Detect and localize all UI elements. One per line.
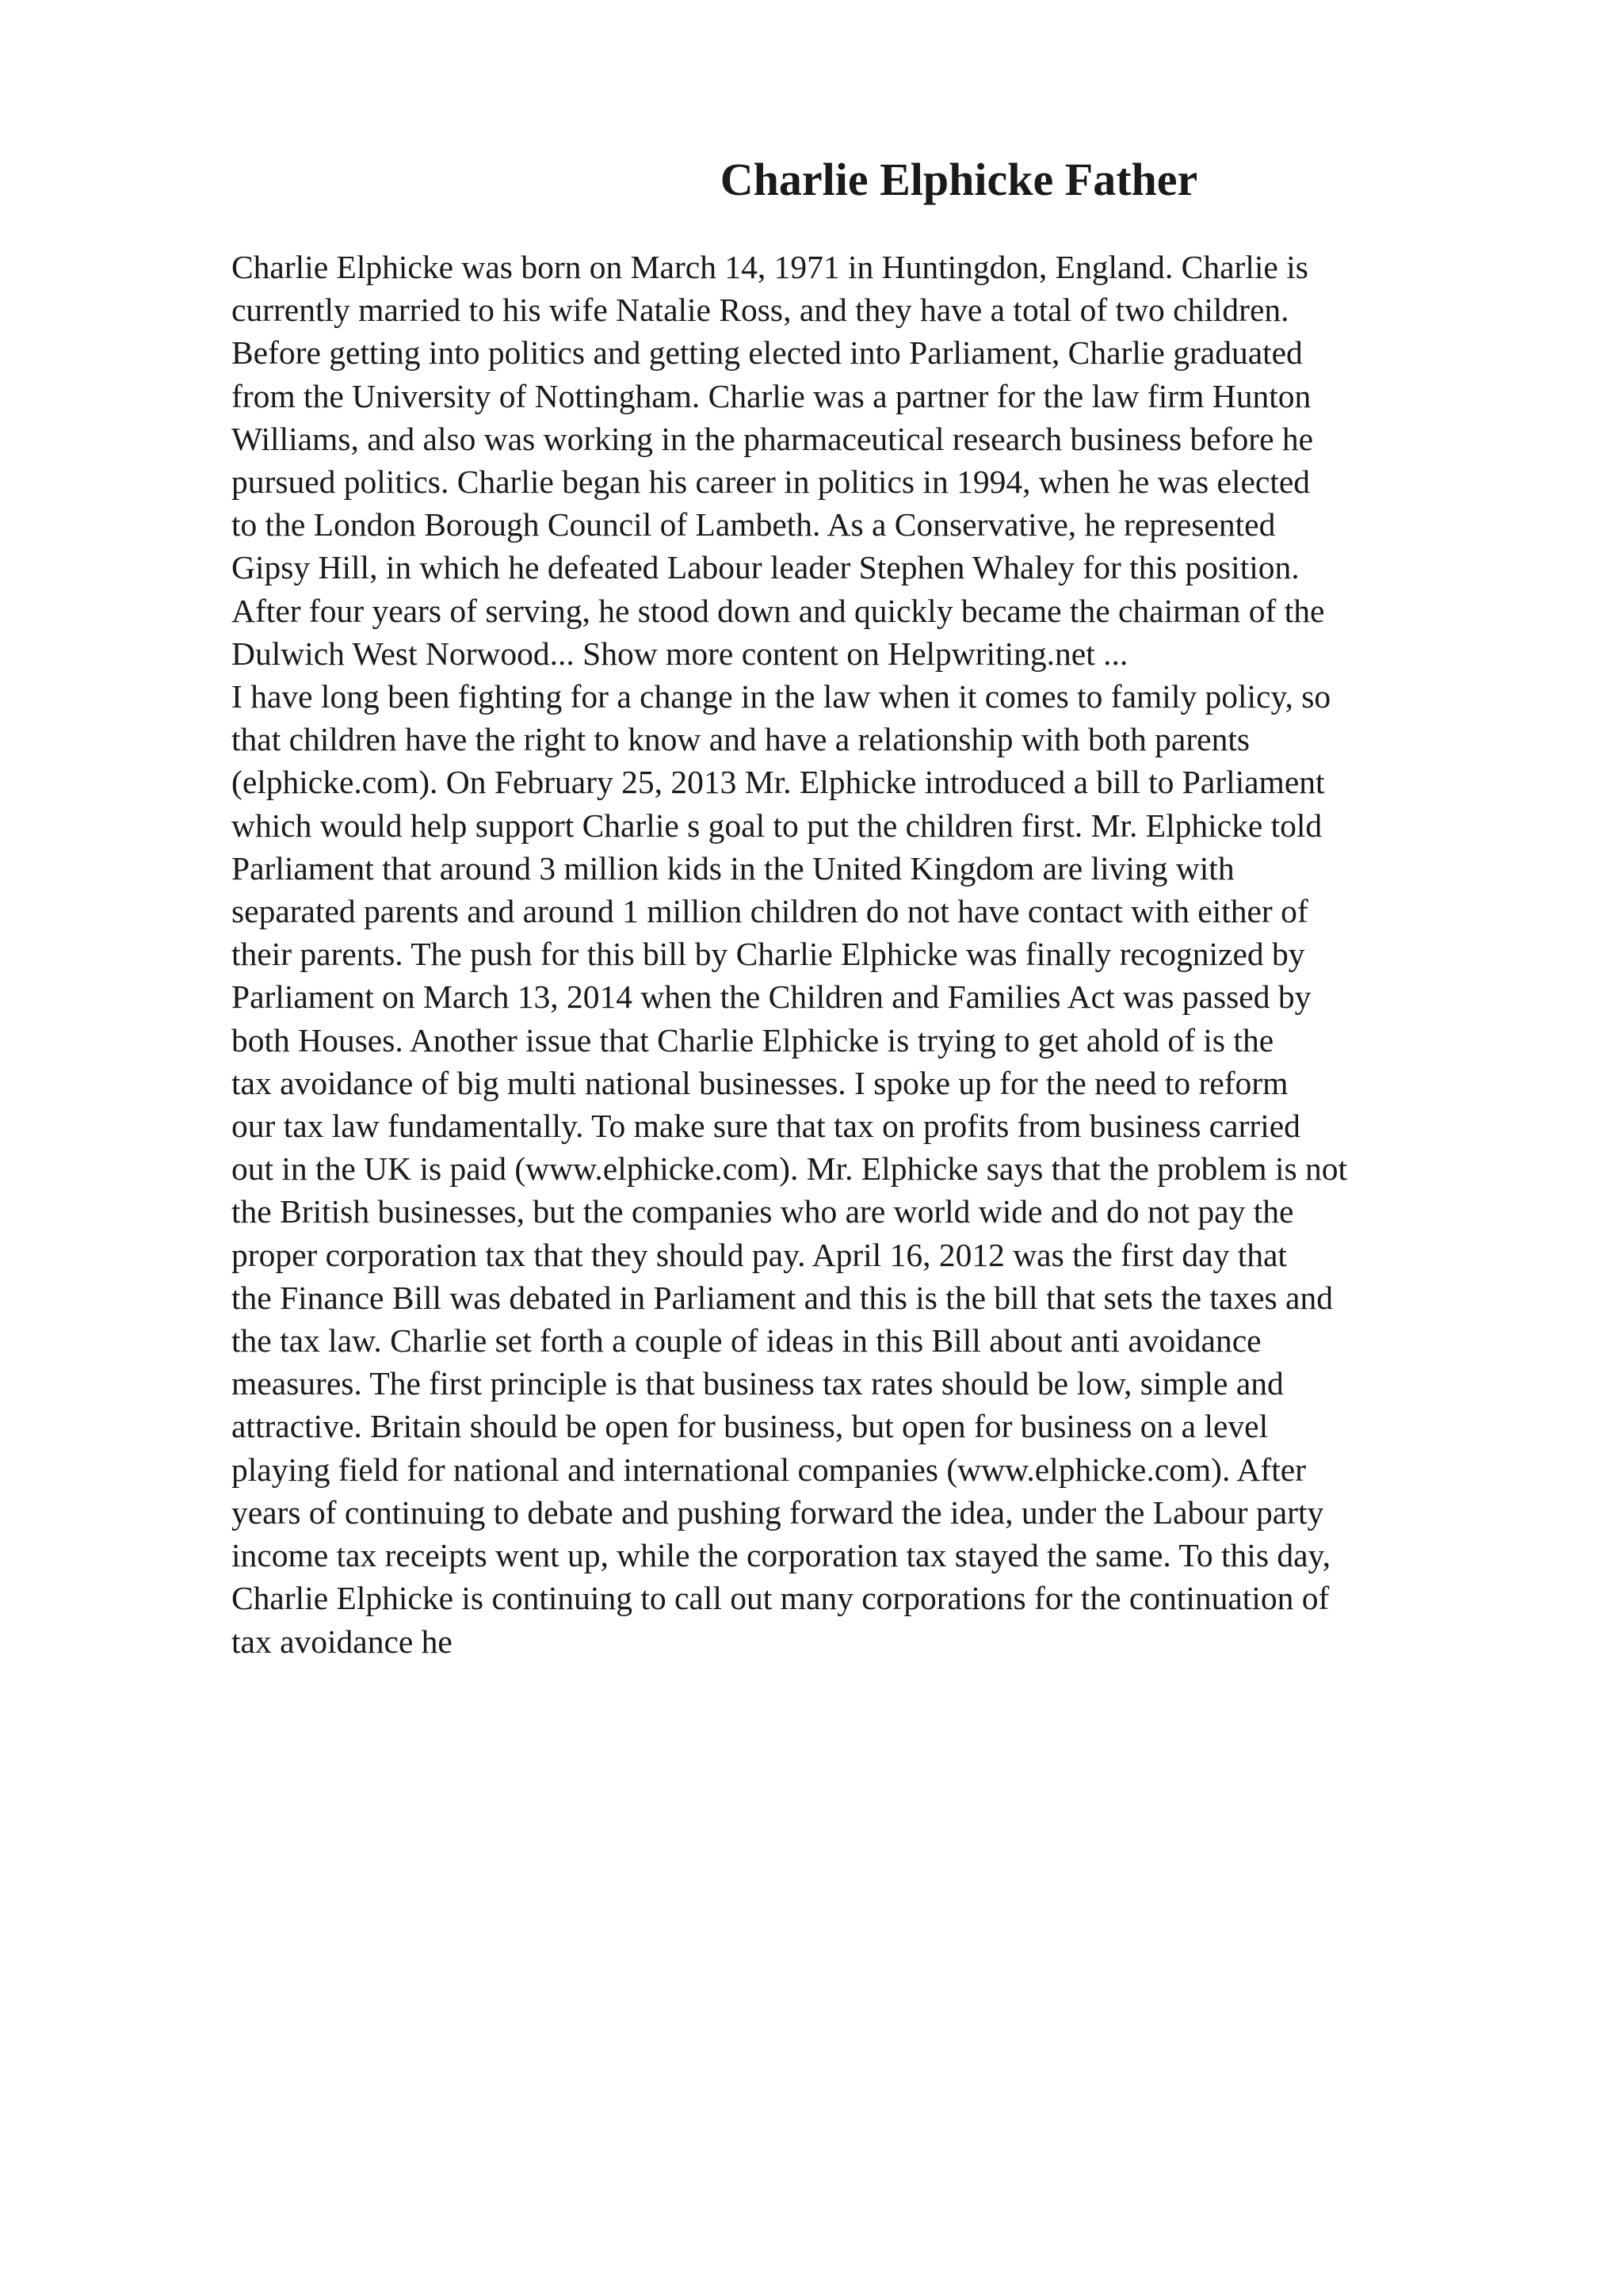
body-line: After four years of serving, he stood down and quickly became the chairman of the bbox=[231, 592, 1325, 629]
body-line: pursued politics. Charlie began his career in politics in 1994, when he was elected bbox=[231, 463, 1311, 501]
body-line: Before getting into politics and getting elected into Parliament, Charlie graduated bbox=[231, 334, 1303, 372]
body-line: out in the UK is paid (www.elphicke.com). Mr. Elphicke says that the problem is not bbox=[231, 1150, 1348, 1188]
body-line: I have long been fighting for a change in the law when it comes to family policy, so bbox=[231, 678, 1331, 715]
body-line: Gipsy Hill, in which he defeated Labour leader Stephen Whaley for this position. bbox=[231, 549, 1300, 586]
body-line: that children have the right to know and have a relationship with both parents bbox=[231, 721, 1251, 758]
body-line: (elphicke.com). On February 25, 2013 Mr. Elphicke introduced a bill to Parliament bbox=[231, 764, 1325, 801]
body-line: to the London Borough Council of Lambeth. As a Conservative, he represented bbox=[231, 506, 1276, 543]
document-body bbox=[231, 246, 1515, 1663]
body-line: their parents. The push for this bill by Charlie Elphicke was finally recognized by bbox=[231, 936, 1305, 973]
body-line: Charlie Elphicke is continuing to call out many corporations for the continuation of bbox=[231, 1580, 1330, 1617]
body-line: years of continuing to debate and pushing forward the idea, under the Labour party bbox=[231, 1493, 1324, 1531]
body-line: separated parents and around 1 million children do not have contact with either of bbox=[231, 893, 1308, 930]
body-line: both Houses. Another issue that Charlie Elphicke is trying to get ahold of is the bbox=[231, 1021, 1274, 1058]
body-line: currently married to his wife Natalie Ross, and they have a total of two children. bbox=[231, 292, 1289, 329]
body-line: measures. The first principle is that business tax rates should be low, simple and bbox=[231, 1365, 1284, 1402]
body-line: Parliament on March 13, 2014 when the Children and Families Act was passed by bbox=[231, 978, 1312, 1016]
body-line: tax avoidance of big multi national businesses. I spoke up for the need to reform bbox=[231, 1064, 1289, 1101]
body-line: Dulwich West Norwood... Show more content on Helpwriting.net ... bbox=[231, 635, 1128, 672]
body-line: from the University of Nottingham. Charlie was a partner for the law firm Hunton bbox=[231, 377, 1312, 414]
body-line: our tax law fundamentally. To make sure that tax on profits from business carried bbox=[231, 1108, 1300, 1145]
body-line: the British businesses, but the companies who are world wide and do not pay the bbox=[231, 1193, 1294, 1230]
body-line: the Finance Bill was debated in Parliament and this is the bill that sets the taxes and bbox=[231, 1279, 1333, 1316]
body-line: proper corporation tax that they should pay. April 16, 2012 was the first day that bbox=[231, 1236, 1287, 1273]
body-line: income tax receipts went up, while the corporation tax stayed the same. To this day, bbox=[231, 1537, 1331, 1574]
body-line: Parliament that around 3 million kids in the United Kingdom are living with bbox=[231, 849, 1235, 887]
body-line: tax avoidance he bbox=[231, 1623, 453, 1660]
document-title: Charlie Elphicke Father bbox=[720, 154, 1198, 205]
body-line: playing field for national and international companies (www.elphicke.com). After bbox=[231, 1451, 1306, 1488]
body-line: Williams, and also was working in the pharmaceutical research business before he bbox=[231, 420, 1314, 457]
body-line: the tax law. Charlie set forth a couple of ideas in this Bill about anti avoidance bbox=[231, 1322, 1262, 1360]
body-line: attractive. Britain should be open for business, but open for business on a level bbox=[231, 1408, 1269, 1445]
body-line: Charlie Elphicke was born on March 14, 1971 in Huntingdon, England. Charlie is bbox=[231, 249, 1308, 285]
body-line: which would help support Charlie s goal to put the children first. Mr. Elphicke told bbox=[231, 807, 1323, 844]
